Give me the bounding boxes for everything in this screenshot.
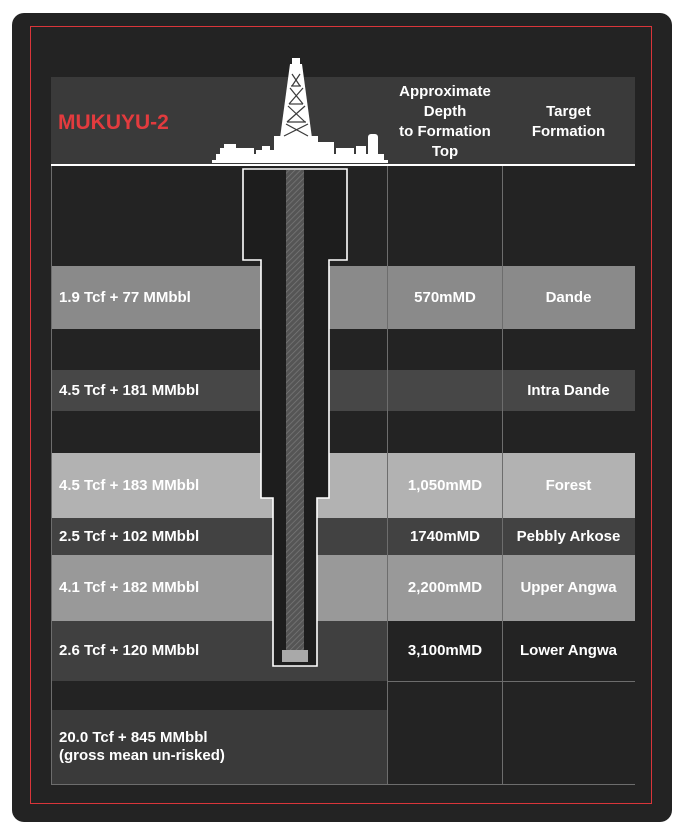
row-volumes: 4.1 Tcf + 182 MMbbl: [59, 579, 200, 596]
row-divider: [387, 681, 635, 682]
row-depth: 1740mMD: [409, 527, 481, 545]
row-depth: 2,200mMD: [407, 579, 483, 596]
row-volumes: 2.5 Tcf + 102 MMbbl: [59, 527, 200, 545]
formation-header-line-2: Formation: [531, 123, 606, 140]
row-depth: 570mMD: [414, 288, 476, 306]
header-divider: [51, 164, 635, 166]
total-line-1: 20.0 Tcf + 845 MMbbl: [59, 729, 208, 746]
total-volumes: [59, 710, 225, 784]
row-depth: 3,100mMD: [407, 642, 483, 659]
row-depth: [388, 370, 502, 411]
row-formation: Lower Angwa: [520, 642, 617, 659]
table-left-edge: [51, 166, 52, 784]
row-depth: 1,050mMD: [407, 476, 483, 494]
total-line-2: (gross mean un-risked): [59, 747, 225, 764]
bit-hatched-plug: [282, 650, 308, 662]
depth-column-header: [388, 82, 502, 162]
drill-string: [286, 170, 304, 650]
depth-header-line-3: to Formation: [399, 123, 491, 140]
row-formation: Intra Dande: [527, 381, 610, 399]
depth-header-line-1: Approximate: [399, 83, 491, 100]
row-formation: Dande: [545, 288, 592, 306]
formation-header-line-1: Target: [546, 103, 591, 120]
drilling-rig-icon: [212, 58, 388, 166]
formation-column-header: [502, 102, 635, 142]
row-volumes: 4.5 Tcf + 181 MMbbl: [59, 381, 200, 399]
row-formation: Pebbly Arkose: [516, 527, 621, 545]
row-volumes: 4.5 Tcf + 183 MMbbl: [59, 476, 200, 494]
depth-header-line-2: Depth: [423, 103, 467, 120]
well-bore-diagram: [240, 168, 350, 672]
row-formation: Upper Angwa: [520, 579, 617, 596]
row-volumes: 2.6 Tcf + 120 MMbbl: [59, 642, 200, 659]
well-title: MUKUYU-2: [58, 111, 169, 135]
row-formation: Forest: [545, 476, 592, 494]
table-bottom-edge: [51, 784, 635, 785]
depth-header-line-4: Top: [431, 143, 459, 160]
row-volumes: 1.9 Tcf + 77 MMbbl: [59, 288, 191, 306]
